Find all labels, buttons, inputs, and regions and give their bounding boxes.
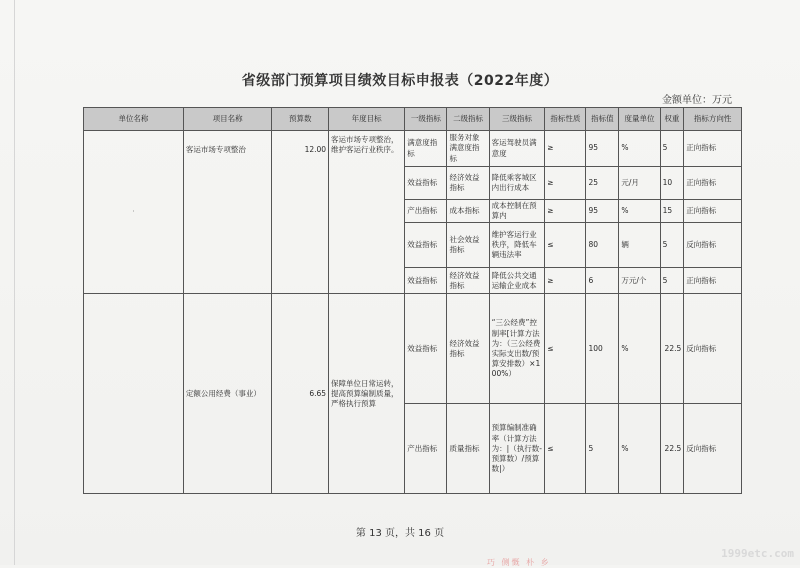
level3-cell: 降低乘客城区内出行成本	[489, 167, 545, 200]
level1-cell: 效益指标	[405, 167, 447, 200]
nature-cell: ≤	[545, 294, 586, 404]
nature-cell: ≤	[545, 223, 586, 268]
weight-cell: 5	[660, 268, 684, 294]
measure-unit-cell: 万元/个	[619, 268, 660, 294]
header-annual-goal: 年度目标	[329, 108, 405, 131]
budget-cell: 12.00	[272, 131, 329, 294]
header-level1-indicator: 一级指标	[405, 108, 447, 131]
value-cell: 95	[586, 200, 619, 223]
level1-cell: 产出指标	[405, 200, 447, 223]
level1-cell: 效益指标	[405, 294, 447, 404]
weight-cell: 15	[660, 200, 684, 223]
level1-cell: 产出指标	[405, 404, 447, 494]
annual-goal-cell: 客运市场专项整治，维护客运行业秩序。	[329, 131, 405, 294]
project-name-cell: 定额公用经费（事业）	[183, 294, 272, 494]
level3-cell: 成本控制在预算内	[489, 200, 545, 223]
nature-cell: ≤	[545, 404, 586, 494]
header-direction: 指标方向性	[684, 108, 742, 131]
measure-unit-cell: %	[619, 294, 660, 404]
table-viewport	[83, 107, 742, 512]
performance-target-table	[83, 107, 742, 494]
level3-cell: 维护客运行业秩序，降低车辆违法率	[489, 223, 545, 268]
level2-cell: 服务对象满意度指标	[447, 131, 489, 167]
project-name-cell: 客运市场专项整治	[183, 131, 272, 294]
value-cell: 6	[586, 268, 619, 294]
direction-cell: 反向指标	[684, 404, 742, 494]
direction-cell: 正向指标	[684, 268, 742, 294]
direction-cell: 正向指标	[684, 131, 742, 167]
header-indicator-nature: 指标性质	[545, 108, 586, 131]
direction-cell: 反向指标	[684, 223, 742, 268]
header-weight: 权重	[660, 108, 684, 131]
weight-cell: 10	[660, 167, 684, 200]
header-measure-unit: 度量单位	[619, 108, 660, 131]
nature-cell: ≥	[545, 200, 586, 223]
level2-cell: 经济效益指标	[447, 294, 489, 404]
level2-cell: 社会效益指标	[447, 223, 489, 268]
header-level2-indicator: 二级指标	[447, 108, 489, 131]
header-unit-name: 单位名称	[84, 108, 184, 131]
level1-cell: 效益指标	[405, 223, 447, 268]
measure-unit-cell: %	[619, 131, 660, 167]
table-header-row	[84, 108, 742, 131]
table-row	[84, 131, 742, 167]
level2-cell: 经济效益指标	[447, 268, 489, 294]
value-cell: 95	[586, 131, 619, 167]
nature-cell: ≥	[545, 268, 586, 294]
watermark: 1999etc.com	[721, 547, 794, 560]
level2-cell: 成本指标	[447, 200, 489, 223]
nature-cell: ≥	[545, 131, 586, 167]
weight-cell: 22.5	[660, 404, 684, 494]
budget-cell: 6.65	[272, 294, 329, 494]
measure-unit-cell: 辆	[619, 223, 660, 268]
measure-unit-cell: %	[619, 404, 660, 494]
annual-goal-cell: 保障单位日常运转，提高预算编制质量，严格执行预算	[329, 294, 405, 494]
measure-unit-cell: %	[619, 200, 660, 223]
level3-cell: 预算编制准确率（计算方法为：|（执行数-预算数）/预算数|）	[489, 404, 545, 494]
nature-cell: ≥	[545, 167, 586, 200]
level2-cell: 质量指标	[447, 404, 489, 494]
value-cell: 25	[586, 167, 619, 200]
direction-cell: 反向指标	[684, 294, 742, 404]
red-stamp-fragment: 巧 侧慨 朴 乡	[487, 558, 551, 567]
level2-cell: 经济效益指标	[447, 167, 489, 200]
header-level3-indicator: 三级指标	[489, 108, 545, 131]
page-number-footer: 第 13 页，共 16 页	[355, 528, 445, 539]
unit-name-cell: ·	[84, 131, 184, 294]
weight-cell: 5	[660, 223, 684, 268]
level1-cell: 效益指标	[405, 268, 447, 294]
direction-cell: 正向指标	[684, 167, 742, 200]
weight-cell: 22.5	[660, 294, 684, 404]
level3-cell: “三公经费”控制率[计算方法为：（三公经费实际支出数/预算安排数）×100%）	[489, 294, 545, 404]
measure-unit-cell: 元/月	[619, 167, 660, 200]
header-project-name: 项目名称	[183, 108, 272, 131]
value-cell: 80	[586, 223, 619, 268]
level3-cell: 降低公共交通运输企业成本	[489, 268, 545, 294]
table-row	[84, 294, 742, 404]
direction-cell: 正向指标	[684, 200, 742, 223]
document-title: 省级部门预算项目绩效目标申报表（2022年度）	[241, 73, 559, 89]
value-cell: 5	[586, 404, 619, 494]
weight-cell: 5	[660, 131, 684, 167]
unit-name-cell	[84, 294, 184, 494]
level3-cell: 客运驾驶员满意度	[489, 131, 545, 167]
value-cell: 100	[586, 294, 619, 404]
level1-cell: 满意度指标	[405, 131, 447, 167]
amount-unit-note: 金额单位：万元	[662, 95, 732, 106]
header-budget: 预算数	[272, 108, 329, 131]
header-indicator-value: 指标值	[586, 108, 619, 131]
